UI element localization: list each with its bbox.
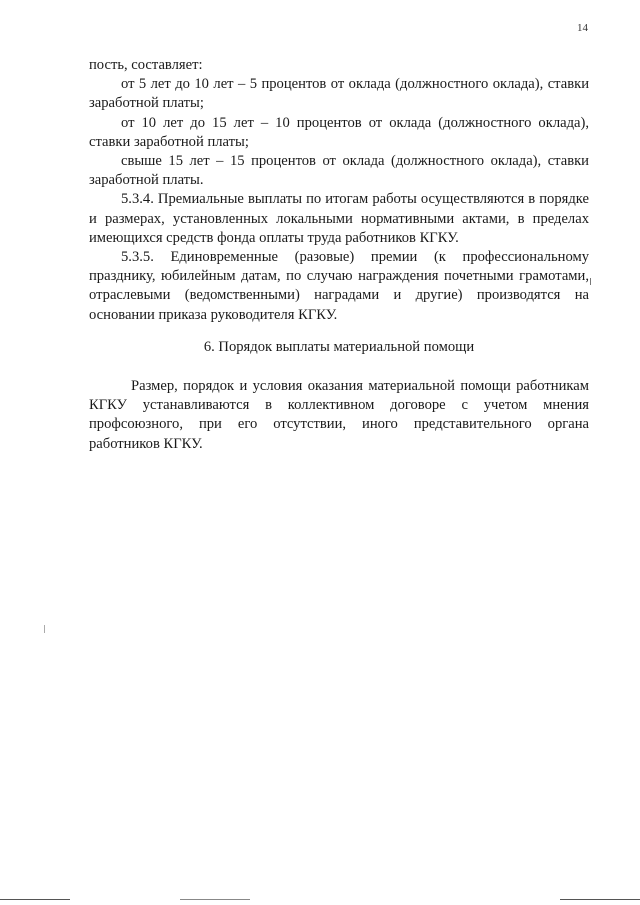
page-number: 14 xyxy=(577,22,588,34)
scan-mark-left xyxy=(44,625,45,633)
paragraph-continuation: пость, составляет: xyxy=(89,57,203,73)
document-body xyxy=(89,56,589,454)
paragraph-5-10-years: от 5 лет до 10 лет – 5 процентов от оклада (должностного оклада), ставки заработной платы; xyxy=(89,76,589,112)
scan-edge-line-right xyxy=(560,899,640,900)
section-6-heading: 6. Порядок выплаты материальной помощи xyxy=(203,338,475,355)
paragraph-5-3-5: 5.3.5. Единовременные (разовые) премии (к профессиональному празднику, юбилейным датам, по случаю награждения почетными грамотами, отраслевыми (ведомственными) наградами и другие) производятся на основании приказа руководителя КГКУ. xyxy=(89,249,589,323)
scan-edge-line-left xyxy=(0,899,70,900)
paragraph-5-3-4: 5.3.4. Премиальные выплаты по итогам работы осуществляются в порядке и размерах, установленных локальными нормативными актами, в пределах имеющихся средств фонда оплаты труда работников КГКУ. xyxy=(89,191,589,246)
section-6-body: Размер, порядок и условия оказания материальной помощи работникам КГКУ устанавливаются в коллективном договоре с учетом мнения профсоюзного, при его отсутствии, иного представительного органа работников КГКУ. xyxy=(89,378,589,452)
scan-edge-line-center xyxy=(180,899,250,900)
scan-mark-right xyxy=(590,278,591,285)
paragraph-over-15-years: свыше 15 лет – 15 процентов от оклада (должностного оклада), ставки заработной платы. xyxy=(89,153,589,189)
paragraph-10-15-years: от 10 лет до 15 лет – 10 процентов от оклада (должностного оклада), ставки заработной платы; xyxy=(89,114,589,150)
